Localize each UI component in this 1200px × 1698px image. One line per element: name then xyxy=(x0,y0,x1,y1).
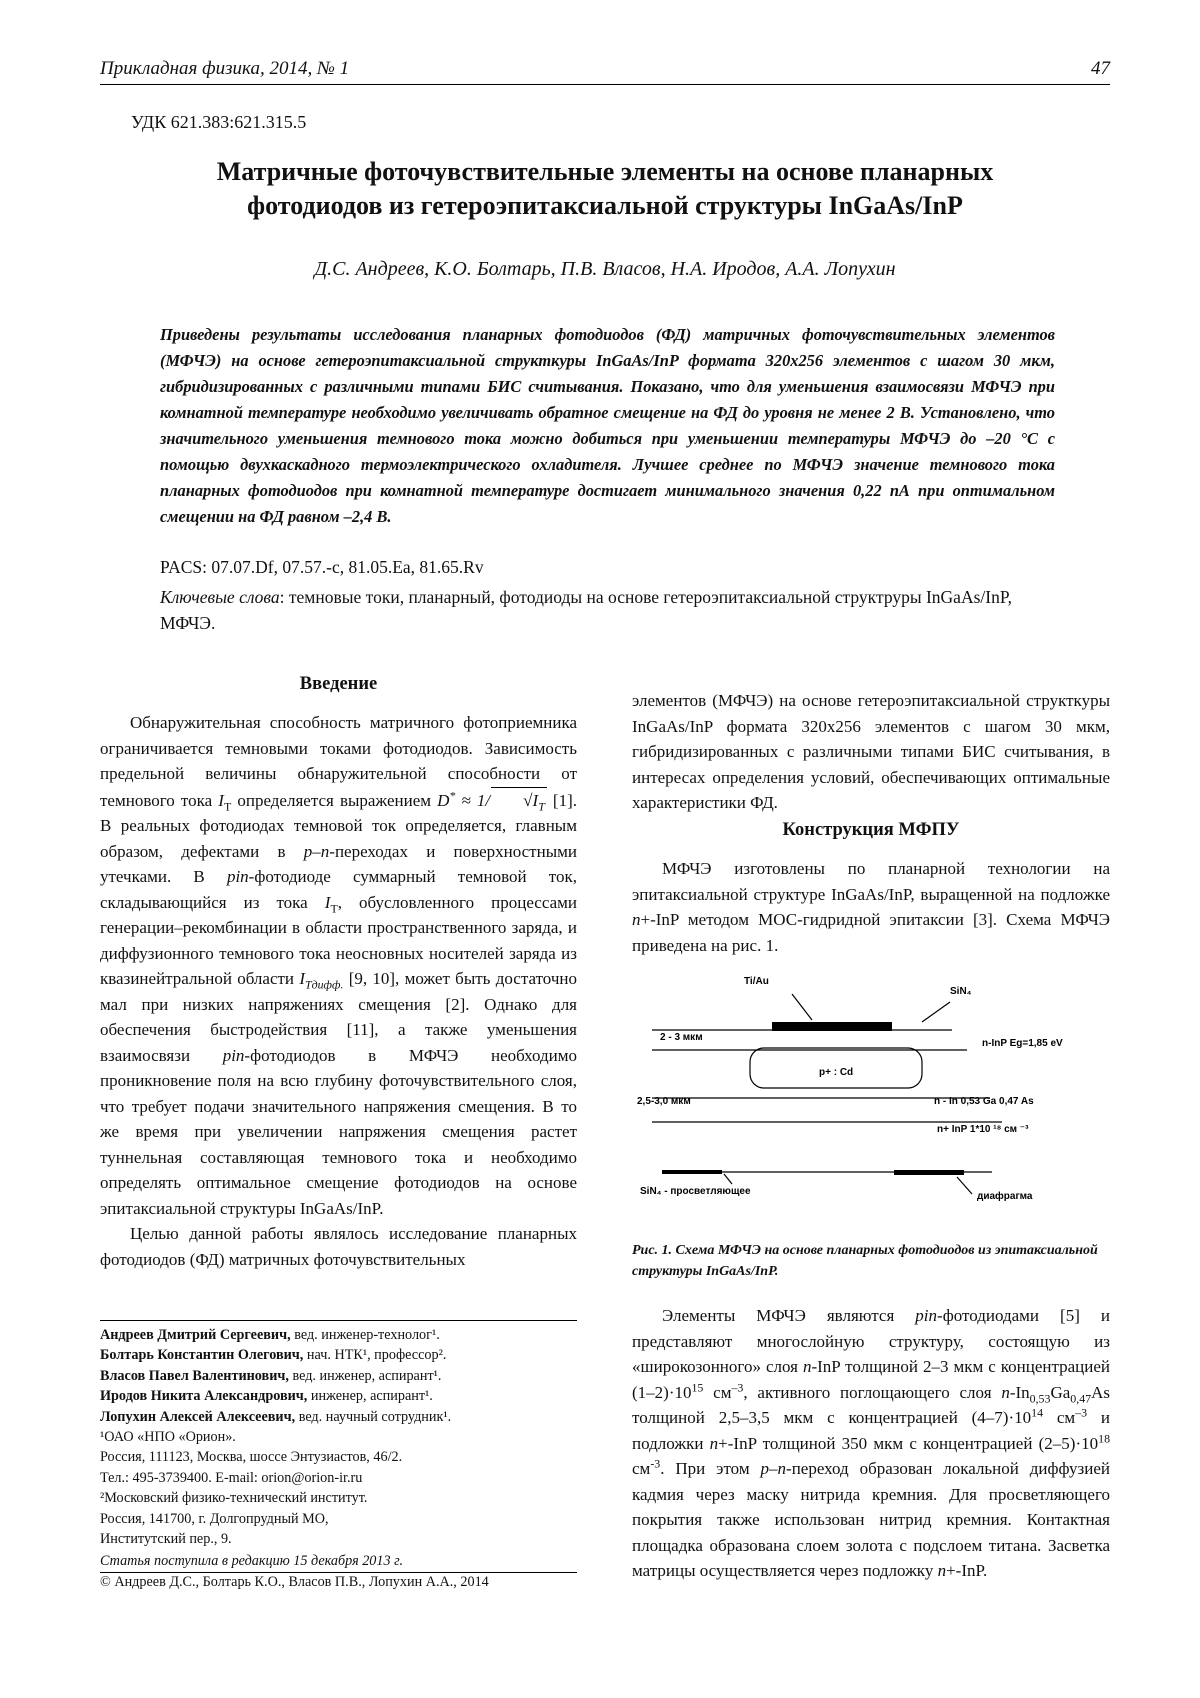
label-diaphragm: диафрагма xyxy=(977,1191,1033,1202)
arrow-diaphragm xyxy=(957,1177,972,1194)
journal-name: Прикладная физика, 2014, № 1 xyxy=(100,58,350,79)
page-number: 47 xyxy=(1091,58,1110,79)
footnote-author: Власов Павел Валентинович, вед. инженер, аспирант¹. xyxy=(100,1367,442,1384)
keywords-text: : темновые токи, планарный, фотодиоды на основе гетероэпитаксиальной структруры InGaAs/InP, МФЧЭ. xyxy=(160,587,1013,633)
footnote-separator xyxy=(100,1320,577,1321)
elements-paragraph: Элементы МФЧЭ являются pin-фотодиодами [5] и представляют многослойную структуру, состоящую из «широкозонного» слоя n-InP толщиной 2–3 мкм с концентрацией $(1-2)\cdot 10^{15}$ $см^{-3}$, активного поглощающего слоя $n-In_{0,53}Ga_{0,47}As$ толщиной 2,5–3,5 мкм с концентрацией $(4-7)\cdot 10^{14}$ $см^{-3}$ и подложки n+-InP толщиной 350 мкм с концентрацией $(2-5)\cdot 10^{18}$ $см^{-3}$. При этом p–n-переход образован локальной диффузией кадмия через маску нитрида кремния. Для просветляющего покрытия также использован нитрид кремния. Контактная площадка образована слоем золота с подслоем титана. Засветка матрицы осуществляется через подложку n+-InP. xyxy=(632,1306,1111,1580)
label-thickness-active: 2,5-3,0 мкм xyxy=(637,1096,691,1107)
udk-code: УДК 621.383:621.315.5 xyxy=(131,112,307,132)
construction-body xyxy=(632,856,1110,958)
article-title xyxy=(100,155,1110,223)
affiliation-line: ¹ОАО «НПО «Орион». xyxy=(100,1429,236,1446)
keywords-label: Ключевые слова xyxy=(160,587,280,607)
footnote-author: Болтарь Константин Олегович, нач. НТК¹, профессор². xyxy=(100,1347,447,1364)
construction-paragraph: МФЧЭ изготовлены по планарной технологии на эпитаксиальной структуре InGaAs/InP, выращенной на подложке n+-InP методом МОС-гидридной эпитаксии [3]. Схема МФЧЭ приведена на рис. 1. xyxy=(632,859,1110,955)
label-thickness-top: 2 - 3 мкм xyxy=(660,1032,703,1043)
pacs-codes: PACS: 07.07.Df, 07.57.-c, 81.05.Ea, 81.65.Rv xyxy=(160,557,484,577)
arrow-ar xyxy=(724,1174,732,1184)
label-ti-au: Ti/Au xyxy=(744,976,769,987)
footnote-author: Иродов Никита Александрович, инженер, аспирант¹. xyxy=(100,1388,433,1405)
copyright: © Андреев Д.С., Болтарь К.О., Власов П.В., Лопухин А.А., 2014 xyxy=(100,1574,489,1590)
arrow-sin xyxy=(922,1002,950,1022)
authors: Д.С. Андреев, К.О. Болтарь, П.В. Власов, Н.А. Иродов, А.А. Лопухин xyxy=(314,258,896,280)
running-header xyxy=(100,56,1110,85)
elements-body xyxy=(632,1303,1110,1584)
construction-heading: Конструкция МФПУ xyxy=(782,820,960,840)
received-date: Статья поступила в редакцию 15 декабря 2013 г. xyxy=(100,1553,404,1569)
author-footnotes xyxy=(100,1325,577,1549)
label-ar-coating: SiN₄ - просветляющее xyxy=(640,1186,751,1197)
title-line-2: фотодиодов из гетероэпитаксиальной структуры InGaAs/InP xyxy=(247,191,963,220)
affiliation-line: Тел.: 495-3739400. E-mail: orion@orion-ir.ru xyxy=(100,1469,363,1486)
intro-paragraph-2: Целью данной работы являлось исследование планарных фотодиодов (ФД) матричных фоточувствительных xyxy=(100,1224,577,1269)
abstract: Приведены результаты исследования планарных фотодиодов (ФД) матричных фоточувствительных элементов (МФЧЭ) на основе гетероэпитаксиальной структкуры InGaAs/InP формата 320х256 элементов с шагом 30 мкм, гибридизированных с различными типами БИС считывания. Показано, что для уменьшения взаимосвязи МФЧЭ при комнатной температуре необходимо увеличивать обратное смещение на ФД до уровня не менее 2 В. Установлено, что значительного уменьшения темнового тока можно добиться при уменьшении температуры МФЧЭ до –20 °С с помощью двухкаскадного термоэлектрического охладителя. Лучшее среднее по МФЧЭ значение темнового тока планарных фотодиодов при комнатной температуре достигает минимального значения 0,22 пА при оптимальном смещении на ФД равном –2,4 В. xyxy=(160,325,1055,526)
diaphragm-bar xyxy=(894,1170,964,1175)
copyright-separator xyxy=(100,1572,577,1573)
figure-1-caption: Рис. 1. Схема МФЧЭ на основе планарных фотодиодов из эпитаксиальной структуры InGaAs/InP. xyxy=(632,1243,1098,1279)
intro-heading: Введение xyxy=(299,674,378,694)
footnote-author: Лопухин Алексей Алексеевич, вед. научный сотрудник¹. xyxy=(100,1408,452,1425)
keywords xyxy=(160,584,1065,636)
affiliation-line: ²Московский физико-технический институт. xyxy=(100,1490,368,1507)
arrow-ti-au xyxy=(792,994,812,1020)
label-sin-top: SiN₄ xyxy=(950,986,972,997)
label-ingaas: n - In 0,53 Ga 0,47 As xyxy=(934,1096,1034,1107)
affiliation-line: Россия, 141700, г. Долгопрудный МО, xyxy=(100,1510,329,1527)
intro-body xyxy=(100,710,577,1272)
label-substrate: n+ InP 1*10 ¹⁸ см ⁻³ xyxy=(937,1124,1029,1135)
contact-pad xyxy=(772,1022,892,1031)
column-2-continuation: элементов (МФЧЭ) на основе гетероэпитаксиальной структкуры InGaAs/InP формата 320х256 элементов с шагом 30 мкм, гибридизированных с различными типами БИС считывания, в интересах определения условий, обеспечивающих оптимальные характеристики ФД. xyxy=(632,691,1110,812)
affiliation-line: Россия, 111123, Москва, шоссе Энтузиастов, 46/2. xyxy=(100,1449,403,1466)
footnote-author: Андреев Дмитрий Сергеевич, вед. инженер-технолог¹. xyxy=(100,1327,440,1343)
figure-1-structure-diagram xyxy=(632,972,1110,1212)
label-p-cd: p+ : Cd xyxy=(819,1067,854,1078)
affiliation-line: Институтский пер., 9. xyxy=(100,1531,232,1548)
label-n-inp: n-InP Eg=1,85 eV xyxy=(982,1038,1063,1049)
title-line-1: Матричные фоточувствительные элементы на основе планарных xyxy=(216,157,994,186)
diaphragm-bar-left xyxy=(662,1170,722,1174)
intro-paragraph-1: Обнаружительная способность матричного фотоприемника ограничивается темновыми токами фотодиодов. Зависимость предельной величины обнаружительной способности от темнового тока $I_T$ определяется выражением D* ≈ 1/ $√I_T$ [1]. В реальных фотодиодах темновой ток определяется, главным образом, дефектами в p–n-переходах и поверхностными утечками. В pin-фотодиоде суммарный темновой ток, складывающийся из тока $I_T$, обусловленного процессами генерации–рекомбинации в области пространственного заряда, и диффузионного темнового тока неосновных носителей заряда из квазинейтральной области $I_{Tдифф.}$ [9, 10], может быть достаточно мал при низких напряжениях смещения [2]. Однако для обеспечения быстродействия [11], а также уменьшения взаимосвязи pin-фотодиодов в МФЧЭ необходимо проникновение поля на всю глубину фоточувствительного слоя, что требует подачи значительного напряжения смещения. В то же время при увеличении напряжения смещения растет туннельная составляющая темнового тока и необходимо определять оптимальное смещение фотодиодов на основе эпитаксиальной структуры InGaAs/InP. xyxy=(100,713,578,1218)
detectivity-formula: D* ≈ 1/ $√I_T$ xyxy=(437,787,545,813)
